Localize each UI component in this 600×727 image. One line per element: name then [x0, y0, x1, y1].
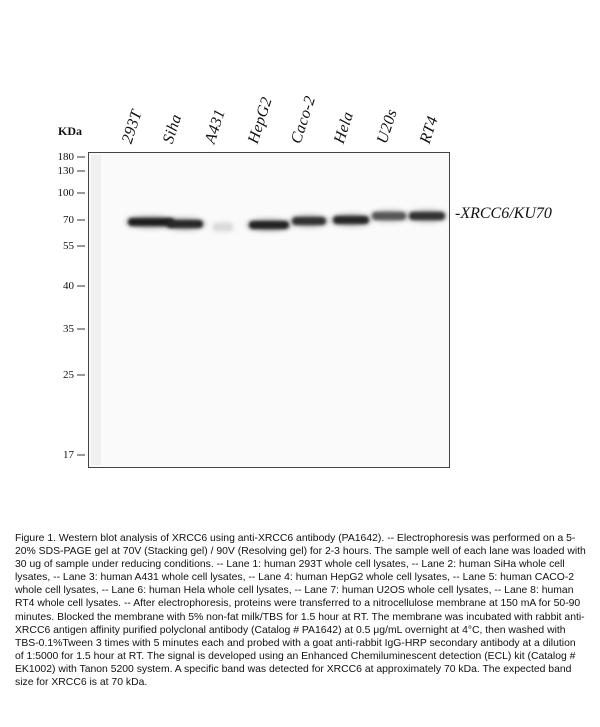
band-lane-8	[409, 212, 445, 220]
marker-label-180: 180	[57, 151, 74, 163]
lane-label-1: 293T	[118, 107, 146, 146]
blot-bands	[89, 153, 449, 467]
marker-label-70: 70	[63, 214, 74, 226]
marker-label-40: 40	[63, 280, 74, 292]
lane-label-5: Caco-2	[287, 93, 320, 146]
band-lane-6	[333, 216, 369, 224]
band-lane-5	[292, 217, 326, 225]
marker-label-130: 130	[57, 165, 74, 177]
lane-label-4: HepG2	[244, 95, 276, 146]
lane-label-3: A431	[201, 107, 229, 146]
marker-label-55: 55	[63, 240, 74, 252]
band-lane-2	[167, 220, 203, 228]
marker-label-17: 17	[63, 449, 74, 461]
lane-label-8: RT4	[416, 114, 442, 146]
marker-label-35: 35	[63, 323, 74, 335]
ladder-smear	[91, 155, 101, 465]
band-lane-7	[372, 212, 406, 220]
lane-label-6: Hela	[330, 109, 358, 146]
band-lane-3	[213, 223, 233, 231]
kda-axis-label: KDa	[58, 124, 82, 138]
band-lane-4	[249, 221, 289, 229]
lane-label-7: U20s	[373, 107, 401, 146]
figure-caption: Figure 1. Western blot analysis of XRCC6 using anti-XRCC6 antibody (PA1642). -- Electrophoresis was performed on a 5-20% SDS-PAGE gel at 70V (Stacking gel) / 90V (Resolving gel) for 2-3 hours. The sample well of each lane was loaded with 30 ug of sample under reducing conditions. -- Lane 1: human 293T whole cell lysates, -- Lane 2: human SiHa whole cell lysates, -- Lane 3: human A431 whole cell lysates, -- Lane 4: human HepG2 whole cell lysates, -- Lane 5: human CACO-2 whole cell lysates, -- Lane 6: human Hela whole cell lysates, -- Lane 7: human U2OS whole cell lysates, -- Lane 8: human RT4 whole cell lysates. -- After electrophoresis, proteins were transferred to a nitrocellulose membrane at 150 mA for 50-90 minutes. Blocked the membrane with 5% non-fat milk/TBS for 1.5 hour at RT. The membrane was incubated with rabbit anti-XRCC6 antigen affinity purified polyclonal antibody (Catalog # PA1642) at 0.5 μg/mL overnight at 4°C, then washed with TBS-0.1%Tween 3 times with 5 minutes each and probed with a goat anti-rabbit IgG-HRP secondary antibody at a dilution of 1:5000 for 1.5 hour at RT. The signal is developed using an Enhanced Chemiluminescent detection (ECL) kit (Catalog # EK1002) with Tanon 5200 system. A specific band was detected for XRCC6 at approximately 70 kDa. The expected band size for XRCC6 is at 70 kDa.	[15, 533, 586, 689]
marker-label-100: 100	[57, 187, 74, 199]
lane-label-2: Siha	[159, 112, 186, 146]
band-target-label: -XRCC6/KU70	[455, 205, 552, 222]
blot-membrane	[88, 152, 450, 468]
marker-label-25: 25	[63, 369, 74, 381]
